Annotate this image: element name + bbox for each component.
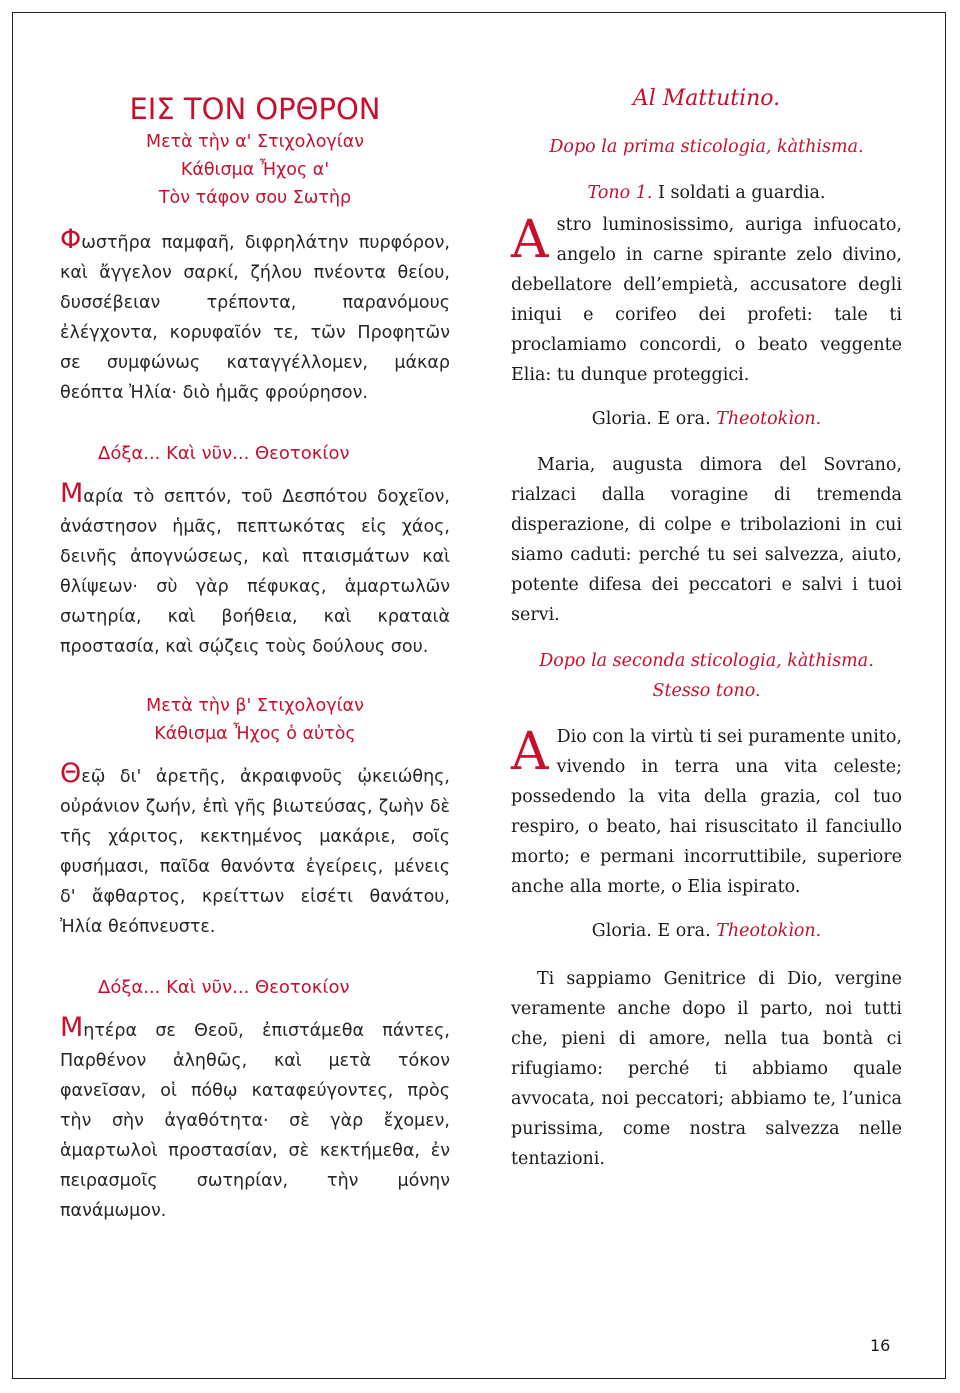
italian-subtitle-3: Stesso tono. xyxy=(652,681,761,701)
greek-subtitle-5: Κάθισμα Ἦχος ὁ αὐτὸς xyxy=(154,724,356,744)
greek-subtitle-3: Τὸν τάφον σου Σωτὴρ xyxy=(158,188,352,208)
italian-theotokion-2 xyxy=(511,964,902,1174)
italian-theotokion-1 xyxy=(511,450,902,630)
greek-subtitle-2: Κάθισμα Ἦχος α' xyxy=(180,160,330,180)
greek-hymn-1-initial: Φ xyxy=(60,224,82,255)
greek-rubric-doxa-2: Δόξα... Καὶ νῦν... Θεοτοκίον xyxy=(98,977,350,998)
greek-theotokion-2 xyxy=(60,1012,450,1226)
italian-hymn-1 xyxy=(511,210,902,390)
greek-hymn-1-text: ωστῆρα παμφαῆ, διφρηλάτην πυρφόρον, καὶ ἄγγελον σαρκί, ζήλου πνέοντα θείου, δυσσέβειαν τρέποντα, παρανόμους ἐλέγχοντα, κορυφαῖόν τε, τῶν Προφητῶν σε συμφώνως καταγγέλλομεν, μάκαρ θεόπτα Ἠλία· διὸ ἡμᾶς φρούρησον. xyxy=(60,233,450,403)
greek-hymn-2-initial: Θ xyxy=(60,758,82,789)
italian-tone-text: I soldati a guardia. xyxy=(658,183,826,203)
italian-subtitle-2: Dopo la seconda sticologia, kàthisma. xyxy=(539,651,874,671)
italian-hymn-2 xyxy=(511,722,902,902)
greek-hymn-1 xyxy=(60,224,450,408)
greek-theotokion-1-initial: Μ xyxy=(60,478,84,509)
italian-theotokion-2-text: Ti sappiamo Genitrice di Dio, vergine veramente anche dopo il parto, noi tutti che, pieni di amore, nella tua bontà ci rifugiamo: perché ti abbiamo quale avvocata, noi peccatori; abbiamo te, l’unica purissima, come nostra salvezza nelle tentazioni. xyxy=(511,969,902,1169)
italian-hymn-2-dropcap: A xyxy=(511,722,549,782)
italian-rubric-gloria-1-text: Gloria. E ora. xyxy=(591,409,711,429)
italian-hymn-1-text: stro luminosissimo, auriga infuocato, angelo in carne spirante zelo divino, debellatore dell’empietà, accusatore degli iniqui e corifeo dei profeti: tale ti proclamiamo concordi, o beato veggente Elia: tu dunque proteggici. xyxy=(511,215,902,385)
italian-rubric-gloria-2-text: Gloria. E ora. xyxy=(591,921,711,941)
page-number: 16 xyxy=(870,1336,891,1355)
italian-subtitle-1: Dopo la prima sticologia, kàthisma. xyxy=(549,137,864,157)
greek-subtitle-4: Μετὰ τὴν β' Στιχολογίαν xyxy=(146,696,364,716)
greek-title: ΕΙΣ ΤΟΝ ΟΡΘΡΟΝ xyxy=(129,92,381,126)
greek-hymn-2-text: εῷ δι' ἀρετῆς, ἀκραιφνοῦς ᾠκειώθης, οὐράνιον ζωήν, ἐπὶ γῆς βιωτεύσας, ζωὴν δὲ τῆς χάριτος, κεκτημένος μακάριε, σοῖς φυσήμασι, παῖδα θανόντα ἐγείρεις, μένεις δ' ἄφθαρτος, κρείττων εἰσέτι θανάτου, Ἠλία θεόπνευστε. xyxy=(60,767,450,937)
greek-hymn-2 xyxy=(60,758,450,942)
greek-theotokion-1 xyxy=(60,478,450,662)
italian-title: Al Mattutino. xyxy=(632,86,781,111)
italian-hymn-2-text: Dio con la virtù ti sei puramente unito, vivendo in terra una vita celeste; possedendo la vita della grazia, col tuo respiro, o beato, hai risuscitato il fanciullo morto; e permani incorruttibile, superiore anche alla morte, o Elia ispirato. xyxy=(511,727,902,897)
italian-hymn-1-dropcap: A xyxy=(511,210,549,270)
greek-theotokion-2-text: ητέρα σε Θεοῦ, ἐπιστάμεθα πάντες, Παρθένον ἀληθῶς, καὶ μετὰ τόκον φανεῖσαν, οἱ πόθῳ καταφεύγοντες, πρὸς τὴν σὴν ἀγαθότητα· σὲ γὰρ ἔχομεν, ἁμαρτωλοὶ προστασίαν, σὲ κεκτήμεθα, ἐν πειρασμοῖς σωτηρίαν, τὴν μόνην πανάμωμον. xyxy=(60,1021,450,1221)
italian-tone-line xyxy=(511,178,902,208)
italian-theotokion-1-text: Maria, augusta dimora del Sovrano, rialzaci dalla voragine di tremenda disperazione, di colpe e tribolazioni in cui siamo caduti: perché tu sei salvezza, aiuto, potente difesa dei peccatori e salvi i tuoi servi. xyxy=(511,455,902,625)
greek-theotokion-1-text: αρία τὸ σεπτόν, τοῦ Δεσπότου δοχεῖον, ἀνάστησον ἡμᾶς, πεπτωκότας εἰς χάος, δεινῆς ἀπογνώσεως, καὶ πταισμάτων καὶ θλίψεων· σὺ γὰρ πέφυκας, ἁμαρτωλῶν σωτηρία, καὶ βοήθεια, καὶ κραταιὰ προστασία, καὶ σῴζεις τοὺς δούλους σου. xyxy=(60,487,450,657)
greek-theotokion-2-initial: Μ xyxy=(60,1012,84,1043)
greek-rubric-doxa-1: Δόξα... Καὶ νῦν... Θεοτοκίον xyxy=(98,443,350,464)
italian-tone-label: Tono 1. xyxy=(587,183,653,203)
italian-rubric-theotokion-2: Theotokìon. xyxy=(716,921,822,941)
italian-column xyxy=(511,84,902,1174)
greek-column xyxy=(60,86,450,1226)
italian-rubric-gloria-1 xyxy=(511,404,902,434)
italian-rubric-gloria-2 xyxy=(511,916,902,946)
italian-rubric-theotokion-1: Theotokìon. xyxy=(716,409,822,429)
greek-subtitle-1: Μετὰ τὴν α' Στιχολογίαν xyxy=(145,132,365,152)
